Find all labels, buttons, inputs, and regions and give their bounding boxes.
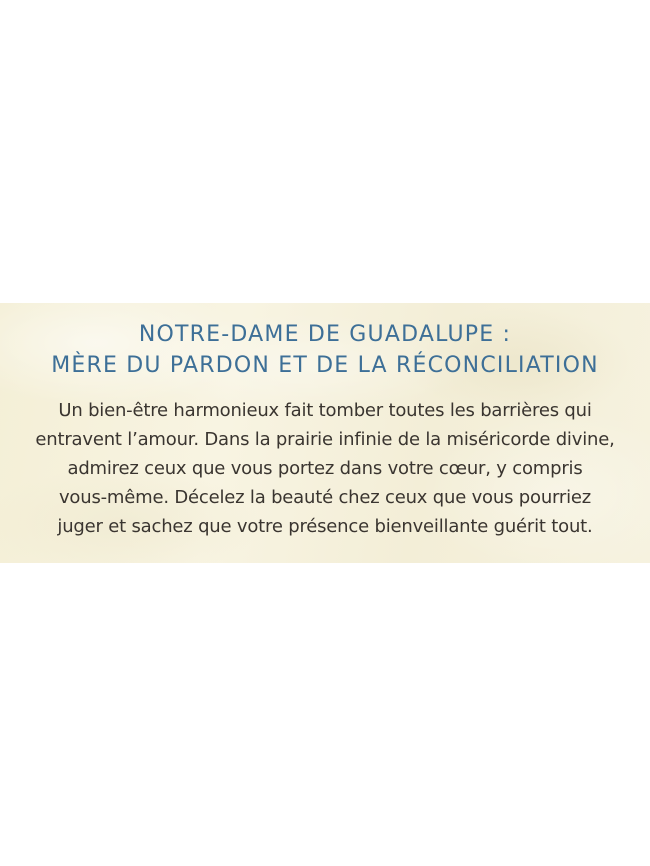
card-body-line-1: Un bien-être harmonieux fait tomber toutes les barrières qui bbox=[58, 400, 592, 421]
card-body-line-3: admirez ceux que vous portez dans votre cœur, y compris bbox=[67, 458, 583, 479]
card-title-line-1: NOTRE-DAME DE GUADALUPE : bbox=[138, 322, 512, 347]
card-body-line-5: juger et sachez que votre présence bienveillante guérit tout. bbox=[57, 516, 593, 537]
card-body-line-2: entravent l’amour. Dans la prairie infinie de la miséricorde divine, bbox=[35, 429, 615, 450]
card-body-line-4: vous-même. Décelez la beauté chez ceux que vous pourriez bbox=[58, 487, 592, 508]
card-title-line-2: MÈRE DU PARDON ET DE LA RÉCONCILIATION bbox=[51, 353, 599, 378]
oracle-card-text-panel bbox=[0, 303, 650, 563]
